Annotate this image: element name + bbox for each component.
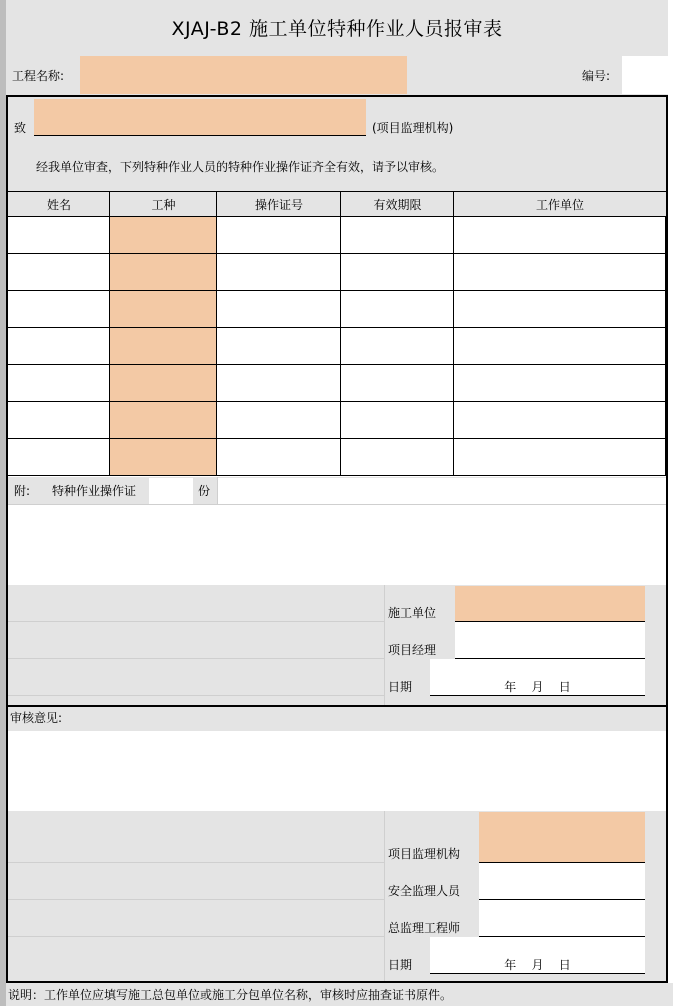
page-title: XJAJ-B2 施工单位特种作业人员报审表 — [171, 18, 503, 40]
cell-trade[interactable] — [110, 439, 217, 476]
statement-text: 经我单位审查，下列特种作业人员的特种作业操作证齐全有效，请予以审核。 — [36, 160, 445, 174]
column-divider — [109, 191, 110, 217]
supervisor-date-field[interactable] — [430, 937, 645, 973]
contractor-date-field[interactable] — [430, 659, 645, 695]
cell-trade[interactable] — [110, 365, 217, 402]
col-header-validity: 有效期限 — [373, 197, 422, 212]
attachment-item: 特种作业操作证 — [52, 484, 137, 498]
review-label-row — [8, 707, 666, 731]
cell-name[interactable] — [8, 217, 110, 254]
cell-trade[interactable] — [110, 402, 217, 439]
attachment-unit: 份 — [198, 484, 211, 498]
column-divider — [216, 191, 217, 217]
supervision-org-sign-field[interactable] — [479, 812, 645, 862]
cell-name[interactable] — [8, 328, 110, 365]
cell-trade[interactable] — [110, 328, 217, 365]
safety-supervisor-label: 安全监理人员 — [388, 884, 461, 898]
cell-work-unit[interactable] — [454, 291, 666, 328]
cell-validity[interactable] — [341, 217, 454, 254]
cell-cert-no[interactable] — [217, 439, 341, 476]
cell-validity[interactable] — [341, 365, 454, 402]
attachment-blank — [217, 478, 666, 504]
cell-cert-no[interactable] — [217, 402, 341, 439]
cell-name[interactable] — [8, 365, 110, 402]
cell-work-unit[interactable] — [454, 365, 666, 402]
title-band — [6, 0, 668, 55]
col-header-name: 姓名 — [46, 197, 71, 212]
contractor-unit-field[interactable] — [455, 586, 645, 621]
col-header-trade: 工种 — [151, 197, 176, 212]
cell-cert-no[interactable] — [217, 291, 341, 328]
cell-work-unit[interactable] — [454, 328, 666, 365]
contractor-date-label: 日期 — [388, 680, 413, 694]
cell-trade[interactable] — [110, 217, 217, 254]
attachment-count-field[interactable] — [149, 478, 193, 504]
chief-engineer-field[interactable] — [479, 900, 645, 936]
attachment-divider — [217, 477, 218, 505]
cell-validity[interactable] — [341, 402, 454, 439]
review-opinion-label: 审核意见: — [10, 711, 63, 725]
attachment-blank-area — [8, 505, 666, 585]
cell-cert-no[interactable] — [217, 365, 341, 402]
supervision-org-underline — [34, 135, 366, 136]
review-opinion-field[interactable] — [8, 731, 666, 811]
cell-trade[interactable] — [110, 291, 217, 328]
cell-cert-no[interactable] — [217, 217, 341, 254]
cell-cert-no[interactable] — [217, 328, 341, 365]
footer-note: 说明：工作单位应填写施工总包单位或施工分包单位名称，审核时应抽查证书原件。 — [8, 988, 453, 1002]
cell-name[interactable] — [8, 291, 110, 328]
col-header-work-unit: 工作单位 — [535, 197, 584, 212]
cell-name[interactable] — [8, 254, 110, 291]
contractor-date-value: 年 月 日 — [504, 680, 571, 694]
project-manager-field[interactable] — [455, 622, 645, 658]
safety-supervisor-field[interactable] — [479, 863, 645, 899]
number-field[interactable] — [622, 56, 668, 94]
attachment-label: 附: — [14, 484, 31, 498]
number-label: 编号: — [582, 69, 611, 83]
cell-work-unit[interactable] — [454, 217, 666, 254]
cell-validity[interactable] — [341, 439, 454, 476]
supervisor-date-value: 年 月 日 — [504, 958, 571, 972]
cell-validity[interactable] — [341, 291, 454, 328]
cell-cert-no[interactable] — [217, 254, 341, 291]
col-header-cert-no: 操作证号 — [254, 197, 303, 212]
cell-name[interactable] — [8, 439, 110, 476]
contractor-unit-label: 施工单位 — [388, 606, 437, 620]
cell-trade[interactable] — [110, 254, 217, 291]
supervision-org-label: 项目监理机构 — [388, 847, 461, 861]
cell-validity[interactable] — [341, 254, 454, 291]
cell-validity[interactable] — [341, 328, 454, 365]
supervisor-date-label: 日期 — [388, 958, 413, 972]
cell-work-unit[interactable] — [454, 402, 666, 439]
column-divider — [340, 191, 341, 217]
supervision-org-field[interactable] — [34, 99, 366, 135]
project-name-label: 工程名称: — [12, 69, 65, 83]
column-divider — [453, 191, 454, 217]
org-suffix: (项目监理机构) — [372, 121, 454, 135]
cell-work-unit[interactable] — [454, 254, 666, 291]
project-manager-label: 项目经理 — [388, 643, 437, 657]
to-label: 致 — [14, 121, 27, 135]
cell-work-unit[interactable] — [454, 439, 666, 476]
chief-engineer-label: 总监理工程师 — [388, 921, 461, 935]
cell-name[interactable] — [8, 402, 110, 439]
project-name-field[interactable] — [80, 56, 407, 94]
